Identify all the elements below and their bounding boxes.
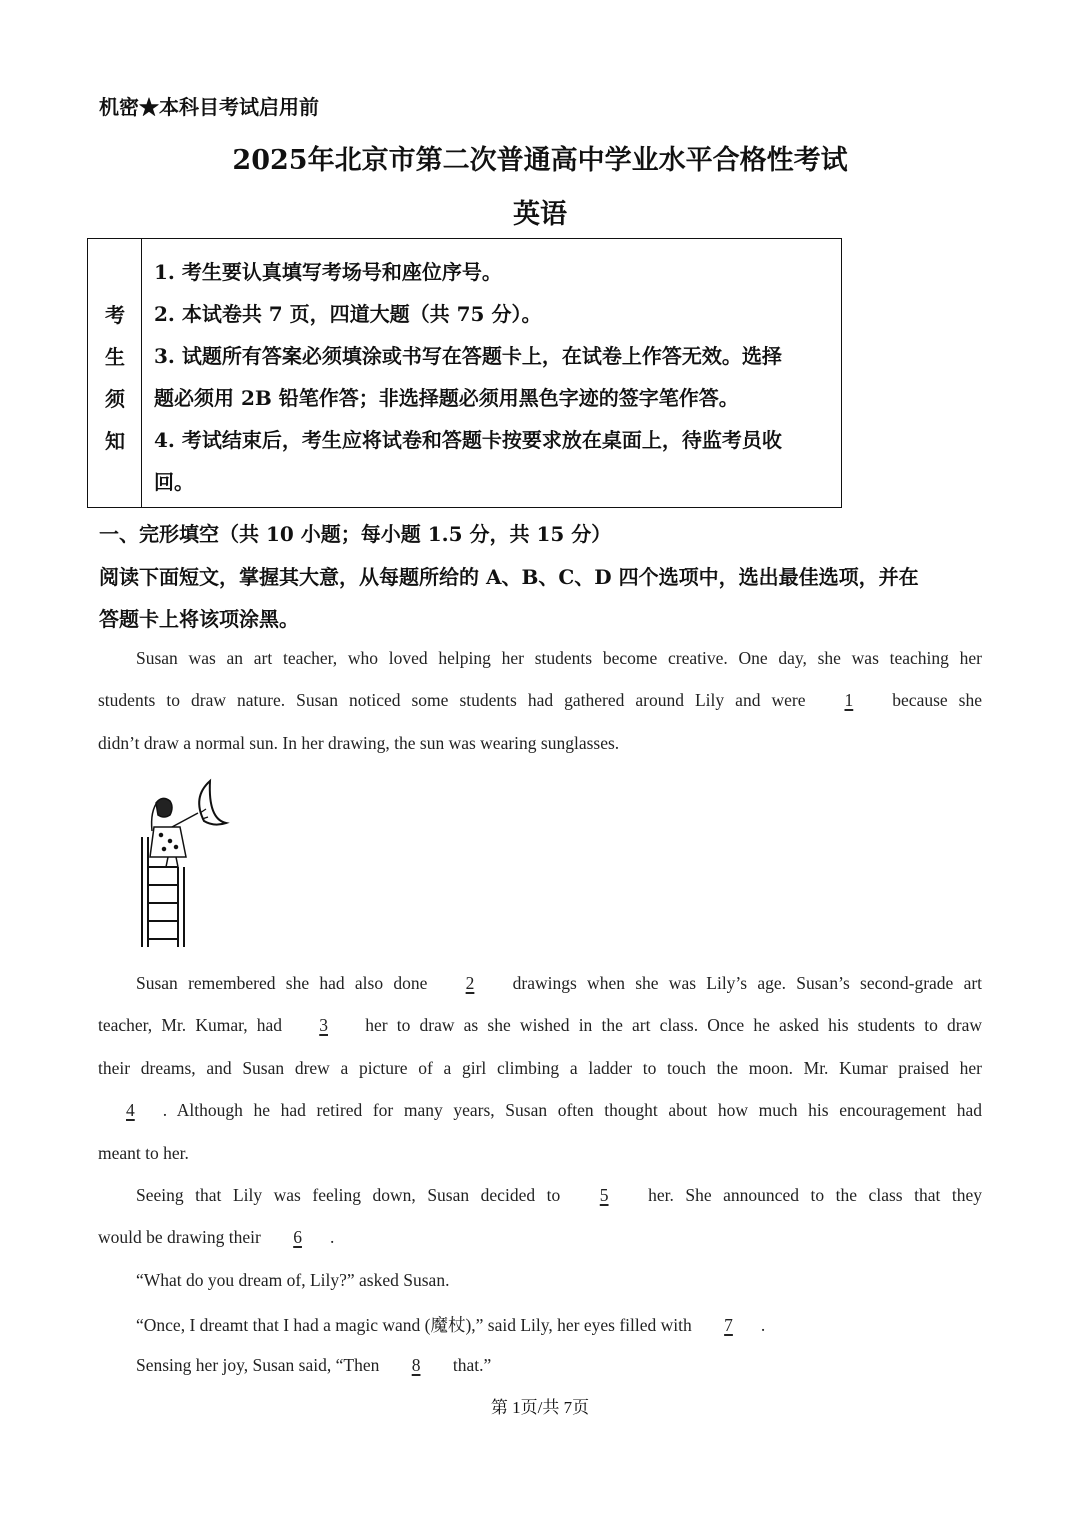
passage-line: meant to her. bbox=[98, 1143, 189, 1163]
passage-text: that.” bbox=[452, 1355, 492, 1375]
passage-text: students to draw nature. Susan noticed some students had gathered around Lily and were bbox=[98, 690, 806, 710]
passage-text: her to draw as she wished in the art class. Once he asked his students to draw bbox=[365, 1015, 982, 1035]
notice-side-label bbox=[88, 239, 142, 507]
passage-text: Sensing her joy, Susan said, “Then bbox=[136, 1355, 380, 1375]
notice-side-char: 须 bbox=[105, 387, 125, 411]
passage-line bbox=[136, 1312, 765, 1337]
passage-line bbox=[136, 1185, 982, 1206]
passage-line bbox=[98, 1015, 982, 1036]
notice-side-char: 考 bbox=[105, 303, 125, 327]
notice-item: 题必须用 2B 铅笔作答；非选择题必须用黑色字迹的签字笔作答。 bbox=[154, 386, 739, 410]
blank-8: 8 bbox=[411, 1355, 421, 1375]
passage-line bbox=[98, 690, 982, 711]
notice-item: 回。 bbox=[154, 470, 194, 494]
passage-text: would be drawing their bbox=[98, 1227, 261, 1247]
exam-title: 2025年北京市第二次普通高中学业水平合格性考试 bbox=[232, 145, 848, 176]
notice-item: 2. 本试卷共 7 页，四道大题（共 75 分）。 bbox=[154, 302, 542, 326]
passage-line: didn’t draw a normal sun. In her drawing, the sun was wearing sunglasses. bbox=[98, 733, 620, 753]
passage-line bbox=[98, 1227, 334, 1248]
passage-text: . bbox=[760, 1315, 766, 1335]
passage-line: Susan was an art teacher, who loved helping her students become creative. One day, she was teaching her bbox=[136, 648, 982, 668]
blank-5: 5 bbox=[599, 1185, 609, 1205]
passage-text: . Although he had retired for many years, Susan often thought about how much his encouragement had bbox=[162, 1100, 982, 1120]
blank-1: 1 bbox=[844, 690, 854, 710]
passage-line: “What do you dream of, Lily?” asked Susan. bbox=[136, 1270, 450, 1290]
page-number: 第 1页/共 7页 bbox=[490, 1398, 590, 1417]
notice-item: 3. 试题所有答案必须填涂或书写在答题卡上，在试卷上作答无效。选择 bbox=[154, 344, 782, 368]
passage-text: her. She announced to the class that they bbox=[648, 1185, 983, 1205]
passage-text: Susan remembered she had also done bbox=[136, 973, 428, 993]
candidate-notice-box bbox=[87, 238, 842, 508]
blank-3: 3 bbox=[319, 1015, 328, 1035]
section-instruction: 阅读下面短文，掌握其大意，从每题所给的 A、B、C、D 四个选项中，选出最佳选项，并在 bbox=[99, 565, 919, 589]
blank-6: 6 bbox=[293, 1227, 302, 1247]
passage-text: teacher, Mr. Kumar, had bbox=[98, 1015, 283, 1035]
blank-4: 4 bbox=[126, 1100, 135, 1120]
subject-title: 英语 bbox=[513, 199, 567, 230]
confidential-mark: 机密★本科目考试启用前 bbox=[99, 95, 319, 119]
passage-line: their dreams, and Susan drew a picture of a girl climbing a ladder to touch the moon. Mr. Kumar praised her bbox=[98, 1058, 982, 1078]
girl-ladder-moon-illustration bbox=[128, 775, 238, 950]
notice-side-char: 生 bbox=[105, 345, 125, 369]
blank-7: 7 bbox=[724, 1315, 733, 1335]
passage-text: drawings when she was Lily’s age. Susan’s second-grade art bbox=[512, 973, 983, 993]
section-heading: 一、完形填空（共 10 小题；每小题 1.5 分，共 15 分） bbox=[99, 522, 612, 546]
section-instruction: 答题卡上将该项涂黑。 bbox=[99, 607, 299, 631]
notice-side-char: 知 bbox=[105, 429, 125, 453]
passage-line bbox=[136, 973, 982, 994]
passage-line bbox=[136, 1355, 491, 1376]
blank-2: 2 bbox=[465, 973, 475, 993]
passage-text: . bbox=[329, 1227, 335, 1247]
notice-item: 1. 考生要认真填写考场号和座位序号。 bbox=[154, 260, 502, 284]
passage-line bbox=[98, 1100, 982, 1121]
passage-text: Seeing that Lily was feeling down, Susan decided to bbox=[136, 1185, 561, 1205]
passage-text: “Once, I dreamt that I had a magic wand (魔杖),” said Lily, her eyes filled with bbox=[136, 1315, 692, 1335]
notice-item: 4. 考试结束后，考生应将试卷和答题卡按要求放在桌面上，待监考员收 bbox=[154, 428, 782, 452]
passage-text: because she bbox=[892, 690, 983, 710]
